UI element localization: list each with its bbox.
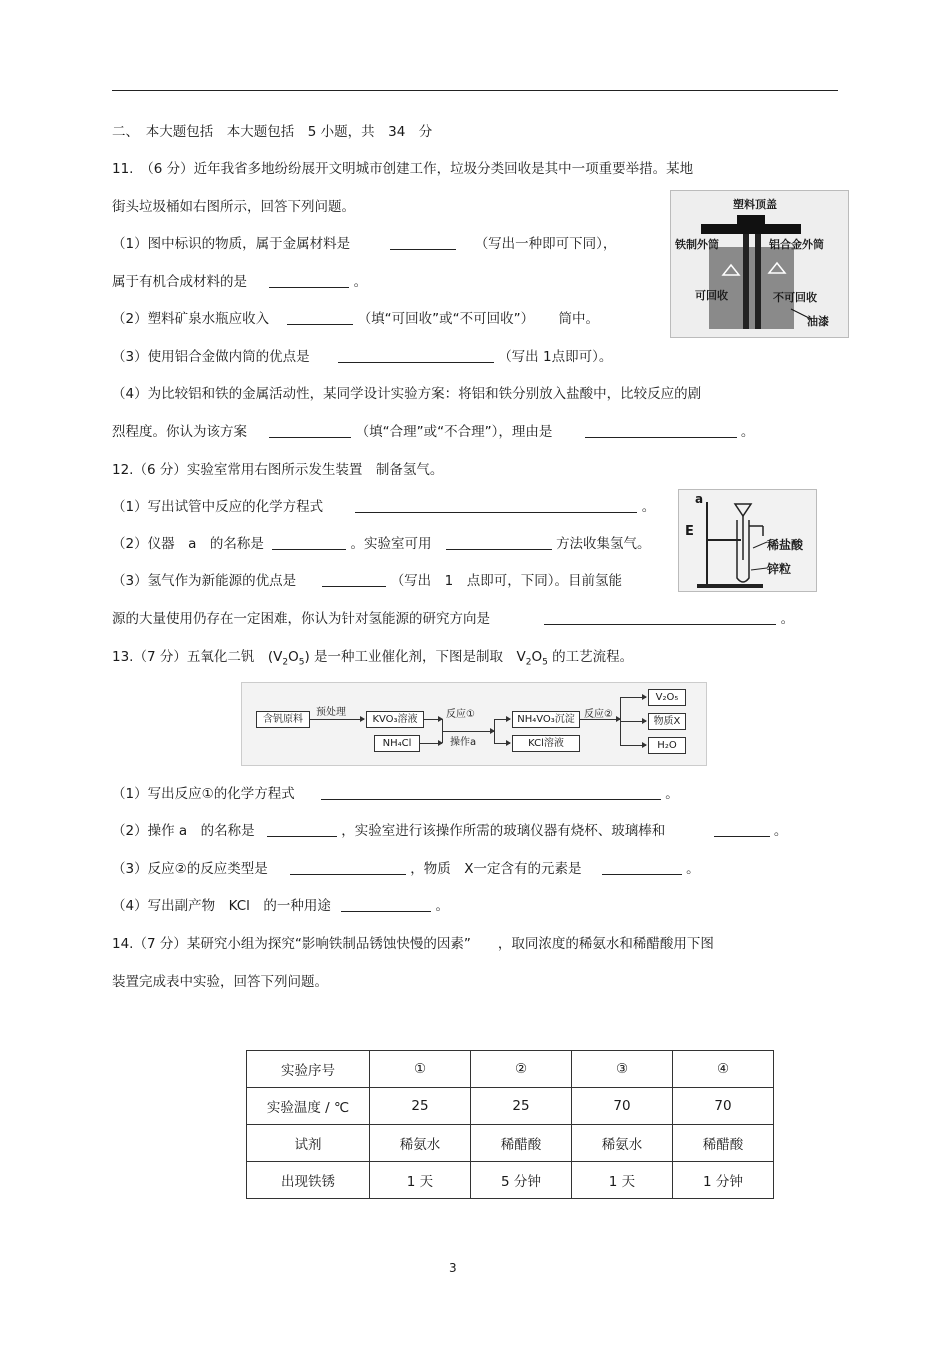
q13-part3: （3）反应②的反应类型是 ，物质 X一定含有的元素是 。	[112, 861, 700, 877]
label-paint: 油漆	[807, 315, 829, 328]
arrow	[494, 743, 510, 744]
arrow	[494, 719, 510, 720]
table-cell: 稀醋酸	[673, 1125, 774, 1162]
table-row	[247, 1162, 774, 1199]
q11-part4-line1: （4）为比较铝和铁的金属活动性，某同学设计实验方案：将铝和铁分别放入盐酸中，比较反应的剧	[112, 386, 702, 402]
answer-blank[interactable]	[272, 535, 346, 550]
arrow	[580, 719, 620, 720]
arrow	[620, 721, 646, 722]
answer-blank[interactable]	[269, 423, 351, 438]
q11-part1-cont: 属于有机合成材料的是 。	[112, 274, 368, 290]
table-cell: ①	[370, 1051, 471, 1088]
label-a: a	[695, 492, 704, 506]
label-aluminum-shell: 铝合金外筒	[769, 238, 824, 251]
q12-part3: （3）氢气作为新能源的优点是 （写出 1 点即可，下同）。目前氢能	[112, 573, 623, 589]
q11-part1: （1）图中标识的物质，属于金属材料是 （写出一种即可下同），	[112, 236, 617, 252]
table-cell: 1 分钟	[673, 1162, 774, 1199]
box-raw-material: 含钒原料	[256, 711, 310, 728]
arrow	[310, 719, 364, 720]
table-cell: ④	[673, 1051, 774, 1088]
label-nonrecyclable: 不可回收	[773, 291, 817, 304]
label-operation-a: 操作a	[450, 737, 477, 748]
table-cell: 5 分钟	[471, 1162, 572, 1199]
table-row	[247, 1088, 774, 1125]
box-kcl: KCl溶液	[512, 735, 580, 752]
label-dilute-hcl: 稀盐酸	[767, 538, 804, 552]
arrow	[424, 719, 442, 720]
q11-part3: （3）使用铝合金做内筒的优点是 （写出 1点即可）。	[112, 349, 613, 365]
table-row	[247, 1125, 774, 1162]
table-cell: ③	[572, 1051, 673, 1088]
table-cell: 实验序号	[247, 1051, 370, 1088]
table-cell: 实验温度 / ℃	[247, 1088, 370, 1125]
table-cell: 出现铁锈	[247, 1162, 370, 1199]
answer-blank[interactable]	[714, 822, 770, 837]
arrow	[620, 697, 646, 698]
arrow	[442, 731, 494, 732]
q13-part1: （1）写出反应①的化学方程式 。	[112, 786, 679, 802]
q11-part2: （2）塑料矿泉水瓶应收入 （填“可回收”或“不可回收”） 筒中。	[112, 311, 599, 327]
q11-line2: 街头垃圾桶如右图所示，回答下列问题。	[112, 199, 355, 215]
label-zinc-granules: 锌粒	[767, 562, 792, 576]
label-e: E	[685, 524, 694, 539]
table-cell: 稀氨水	[572, 1125, 673, 1162]
answer-blank[interactable]	[585, 423, 737, 438]
label-recyclable: 可回收	[695, 289, 728, 302]
arrow	[420, 743, 442, 744]
hydrogen-apparatus-figure	[678, 489, 817, 592]
table-row	[247, 1051, 774, 1088]
answer-blank[interactable]	[287, 310, 353, 325]
table-cell: 70	[673, 1088, 774, 1125]
table-cell: 稀氨水	[370, 1125, 471, 1162]
box-v2o5: V₂O₅	[648, 689, 686, 706]
q11-part4-line2: 烈程度。你认为该方案 （填“合理”或“不合理”），理由是 。	[112, 424, 755, 440]
box-h2o: H₂O	[648, 737, 686, 754]
page-number: 3	[449, 1261, 457, 1275]
q12-part1: （1）写出试管中反应的化学方程式 。	[112, 499, 656, 515]
label-pretreatment: 预处理	[316, 707, 346, 718]
table-cell: 25	[471, 1088, 572, 1125]
table-cell: 试剂	[247, 1125, 370, 1162]
box-nh4cl: NH₄Cl	[374, 735, 420, 752]
label-iron-shell: 铁制外筒	[675, 238, 719, 251]
answer-blank[interactable]	[338, 348, 494, 363]
answer-blank[interactable]	[269, 273, 349, 288]
arrow	[620, 745, 646, 746]
q12-part2: （2）仪器 a 的名称是 。实验室可用 方法收集氢气。	[112, 536, 651, 552]
answer-blank[interactable]	[544, 610, 776, 625]
answer-blank[interactable]	[322, 572, 386, 587]
label-reaction-2: 反应②	[584, 709, 613, 720]
experiment-table	[246, 1050, 774, 1199]
answer-blank[interactable]	[355, 498, 637, 513]
trash-bin-figure	[670, 190, 849, 338]
answer-blank[interactable]	[390, 235, 456, 250]
q14-line1: 14.（7 分）某研究小组为探究“影响铁制品锈蚀快慢的因素” ，取同浓度的稀氨水和稀醋酸用下图	[112, 936, 714, 952]
q12-line1: 12.（6 分）实验室常用右图所示发生装置 制备氢气。	[112, 462, 444, 478]
table-cell: 25	[370, 1088, 471, 1125]
q12-part3-cont: 源的大量使用仍存在一定困难，你认为针对氢能源的研究方向是 。	[112, 611, 795, 627]
table-cell: ②	[471, 1051, 572, 1088]
table-cell: 1 天	[572, 1162, 673, 1199]
answer-blank[interactable]	[602, 860, 682, 875]
header-rule	[112, 90, 838, 91]
answer-blank[interactable]	[290, 860, 406, 875]
section-heading: 二、 本大题包括 本大题包括 5 小题，共 34 分	[112, 124, 433, 140]
answer-blank[interactable]	[321, 785, 661, 800]
label-plastic-lid: 塑料顶盖	[733, 198, 777, 211]
table-cell: 稀醋酸	[471, 1125, 572, 1162]
connector	[494, 719, 495, 743]
q11-line1: 11. （6 分）近年我省多地纷纷展开文明城市创建工作，垃圾分类回收是其中一项重要举措。某地	[112, 161, 694, 177]
box-nh4vo3: NH₄VO₃沉淀	[512, 711, 580, 728]
label-reaction-1: 反应①	[446, 709, 475, 720]
box-kvo3: KVO₃溶液	[366, 711, 424, 728]
q13-part2: （2）操作 a 的名称是 ，实验室进行该操作所需的玻璃仪器有烧杯、玻璃棒和 。	[112, 823, 788, 839]
q14-line2: 装置完成表中实验，回答下列问题。	[112, 974, 328, 990]
q13-part4: （4）写出副产物 KCl 的一种用途 。	[112, 898, 449, 914]
answer-blank[interactable]	[446, 535, 552, 550]
process-flowchart	[241, 682, 707, 766]
answer-blank[interactable]	[341, 897, 431, 912]
table-cell: 1 天	[370, 1162, 471, 1199]
box-substance-x: 物质X	[648, 713, 686, 730]
q13-line1: 13.（7 分）五氧化二钒 $(V_2O_5)$ 是一种工业催化剂，下图是制取 $V_2O_5$ 的工艺流程。	[112, 649, 634, 668]
answer-blank[interactable]	[267, 822, 337, 837]
table-cell: 70	[572, 1088, 673, 1125]
